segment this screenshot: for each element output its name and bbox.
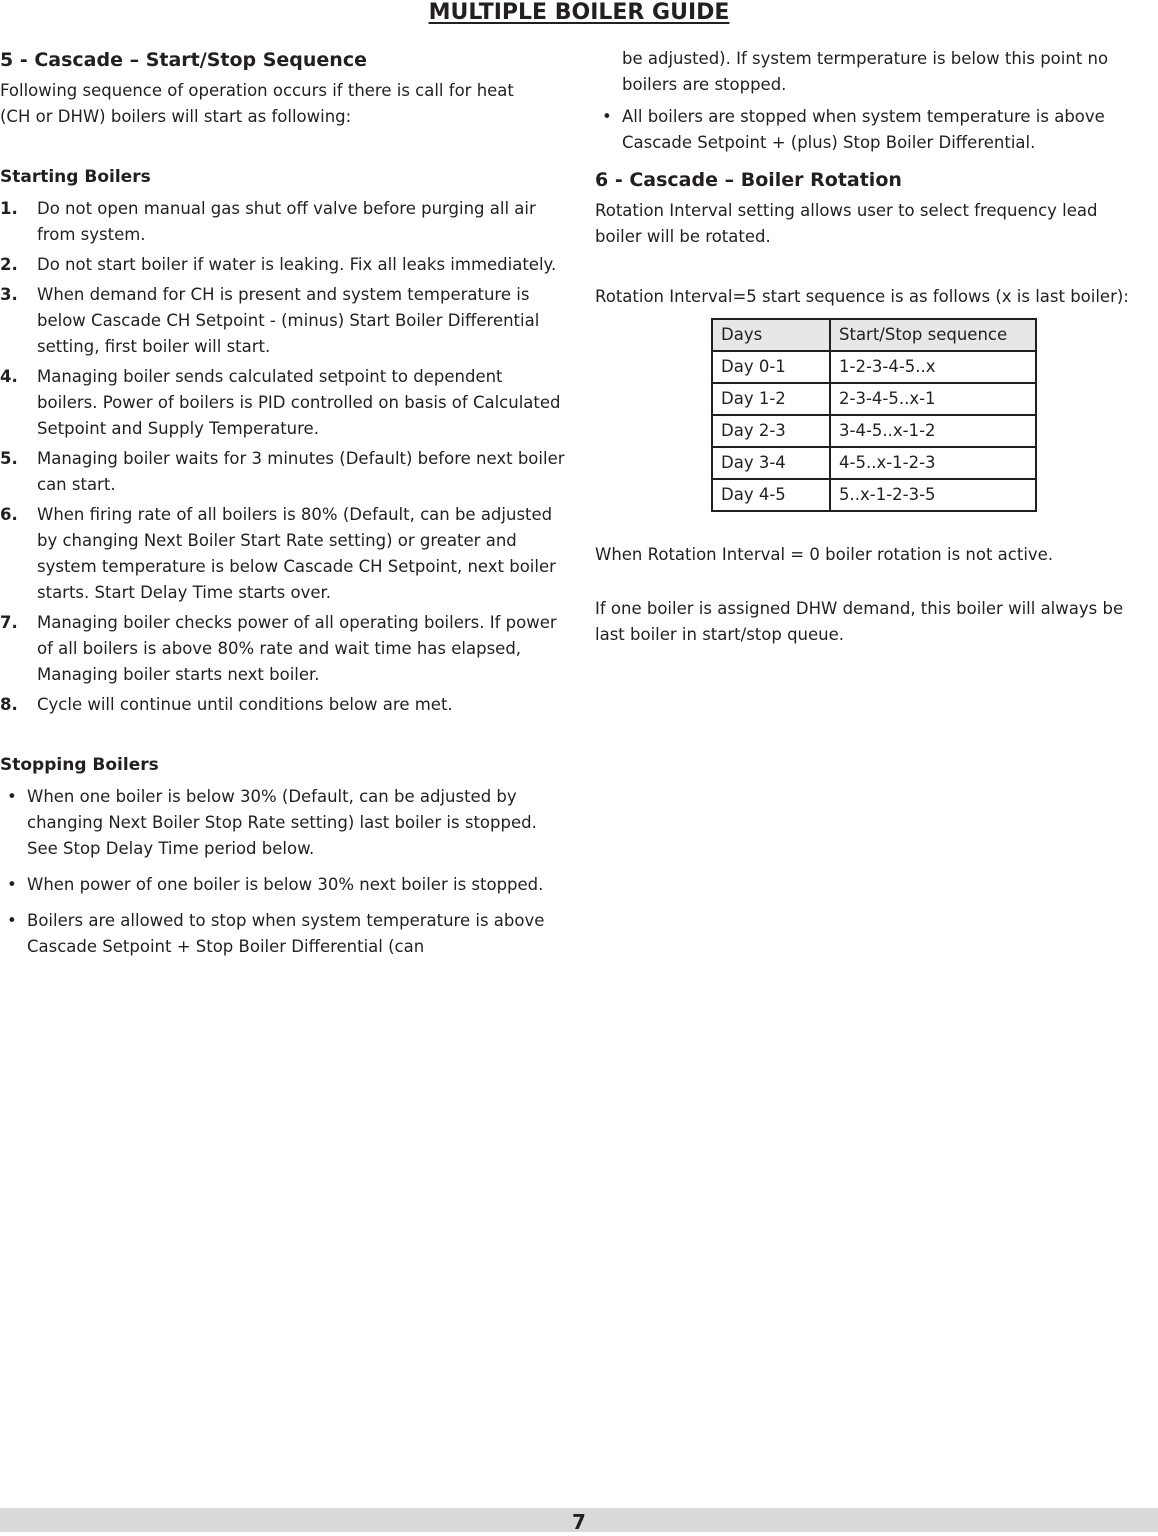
list-item [0,872,565,898]
page-title [0,0,1158,26]
item-number: 1. [0,199,18,218]
section-5-intro: Following sequence of operation occurs if there is call for heat (CH or DHW) boilers will start as following: [0,81,514,126]
bullet-icon: • [602,107,612,126]
table-cell: 1-2-3-4-5..x [830,351,1036,383]
item-text: When firing rate of all boilers is 80% (Default, can be adjusted by changing Next Boiler Start Rate setting) or greater and system temperature is below Cascade CH Setpoint, next boiler starts. Start Delay Time starts over. [37,505,556,602]
table-cell: Day 2-3 [712,415,830,447]
page-footer [0,1508,1158,1532]
right-column [595,46,1158,648]
item-number: 4. [0,367,18,386]
list-item-continued [595,46,1158,98]
stopping-boilers-list [0,784,565,960]
list-item [0,908,565,960]
stopping-boilers-heading: Stopping Boilers [0,755,159,775]
item-text: Managing boiler checks power of all operating boilers. If power of all boilers is above 80% rate and wait time has elapsed, Managing boiler starts next boiler. [37,613,557,684]
item-text: When demand for CH is present and system temperature is below Cascade CH Setpoint - (minus) Start Boiler Differential setting, first boiler will start. [37,285,540,356]
item-text: Boilers are allowed to stop when system temperature is above Cascade Setpoint + Stop Boiler Differential (can [27,911,545,956]
list-item [0,196,565,248]
item-text: Cycle will continue until conditions below are met. [37,695,453,714]
table-row [712,351,1036,383]
item-number: 6. [0,505,18,524]
item-text: When power of one boiler is below 30% next boiler is stopped. [27,875,544,894]
table-cell: Day 4-5 [712,479,830,511]
dhw-note: If one boiler is assigned DHW demand, this boiler will always be last boiler in start/stop queue. [595,599,1124,644]
table-cell: Day 0-1 [712,351,830,383]
list-item [0,610,565,688]
section-6-heading: 6 - Cascade – Boiler Rotation [595,169,902,191]
item-number: 7. [0,613,18,632]
starting-boilers-heading: Starting Boilers [0,167,151,187]
item-number: 8. [0,695,18,714]
list-item [0,446,565,498]
item-text: All boilers are stopped when system temperature is above Cascade Setpoint + (plus) Stop Boiler Differential. [622,107,1105,152]
item-number: 2. [0,255,18,274]
table-cell: Day 3-4 [712,447,830,479]
page-title-text: MULTIPLE BOILER GUIDE [428,0,730,25]
bullet-icon: • [7,787,17,806]
rotation-note: When Rotation Interval = 0 boiler rotation is not active. [595,545,1054,564]
stopping-boilers-list-continued [595,46,1158,156]
table-row [712,383,1036,415]
table-cell: Day 1-2 [712,383,830,415]
list-item [0,502,565,606]
table-header-row [712,319,1036,351]
starting-boilers-list [0,196,565,718]
table-cell: 3-4-5..x-1-2 [830,415,1036,447]
bullet-icon: • [7,875,17,894]
section-5-heading: 5 - Cascade – Start/Stop Sequence [0,49,367,71]
item-number: 5. [0,449,18,468]
list-item [0,282,565,360]
table-cell: 4-5..x-1-2-3 [830,447,1036,479]
item-text: Do not open manual gas shut off valve before purging all air from system. [37,199,536,244]
list-item [0,364,565,442]
item-text: Managing boiler waits for 3 minutes (Default) before next boiler can start. [37,449,565,494]
table-cell: 2-3-4-5..x-1 [830,383,1036,415]
item-number: 3. [0,285,18,304]
rotation-table [711,318,1037,512]
table-row [712,447,1036,479]
item-text: Do not start boiler if water is leaking. Fix all leaks immediately. [37,255,557,274]
left-column [0,46,565,970]
page-number: 7 [572,1510,586,1534]
item-text: Managing boiler sends calculated setpoint to dependent boilers. Power of boilers is PID controlled on basis of Calculated Setpoint and Supply Temperature. [37,367,561,438]
rotation-example: Rotation Interval=5 start sequence is as follows (x is last boiler): [595,287,1129,306]
column-header: Start/Stop sequence [830,319,1036,351]
table-row [712,415,1036,447]
table-row [712,479,1036,511]
item-text: be adjusted). If system termperature is below this point no boilers are stopped. [622,49,1109,94]
list-item [595,104,1158,156]
column-header: Days [712,319,830,351]
list-item [0,692,565,718]
table-cell: 5..x-1-2-3-5 [830,479,1036,511]
list-item [0,252,565,278]
section-6-intro: Rotation Interval setting allows user to select frequency lead boiler will be rotated. [595,201,1098,246]
bullet-icon: • [7,911,17,930]
list-item [0,784,565,862]
item-text: When one boiler is below 30% (Default, can be adjusted by changing Next Boiler Stop Rate setting) last boiler is stopped. See Stop Delay Time period below. [27,787,537,858]
